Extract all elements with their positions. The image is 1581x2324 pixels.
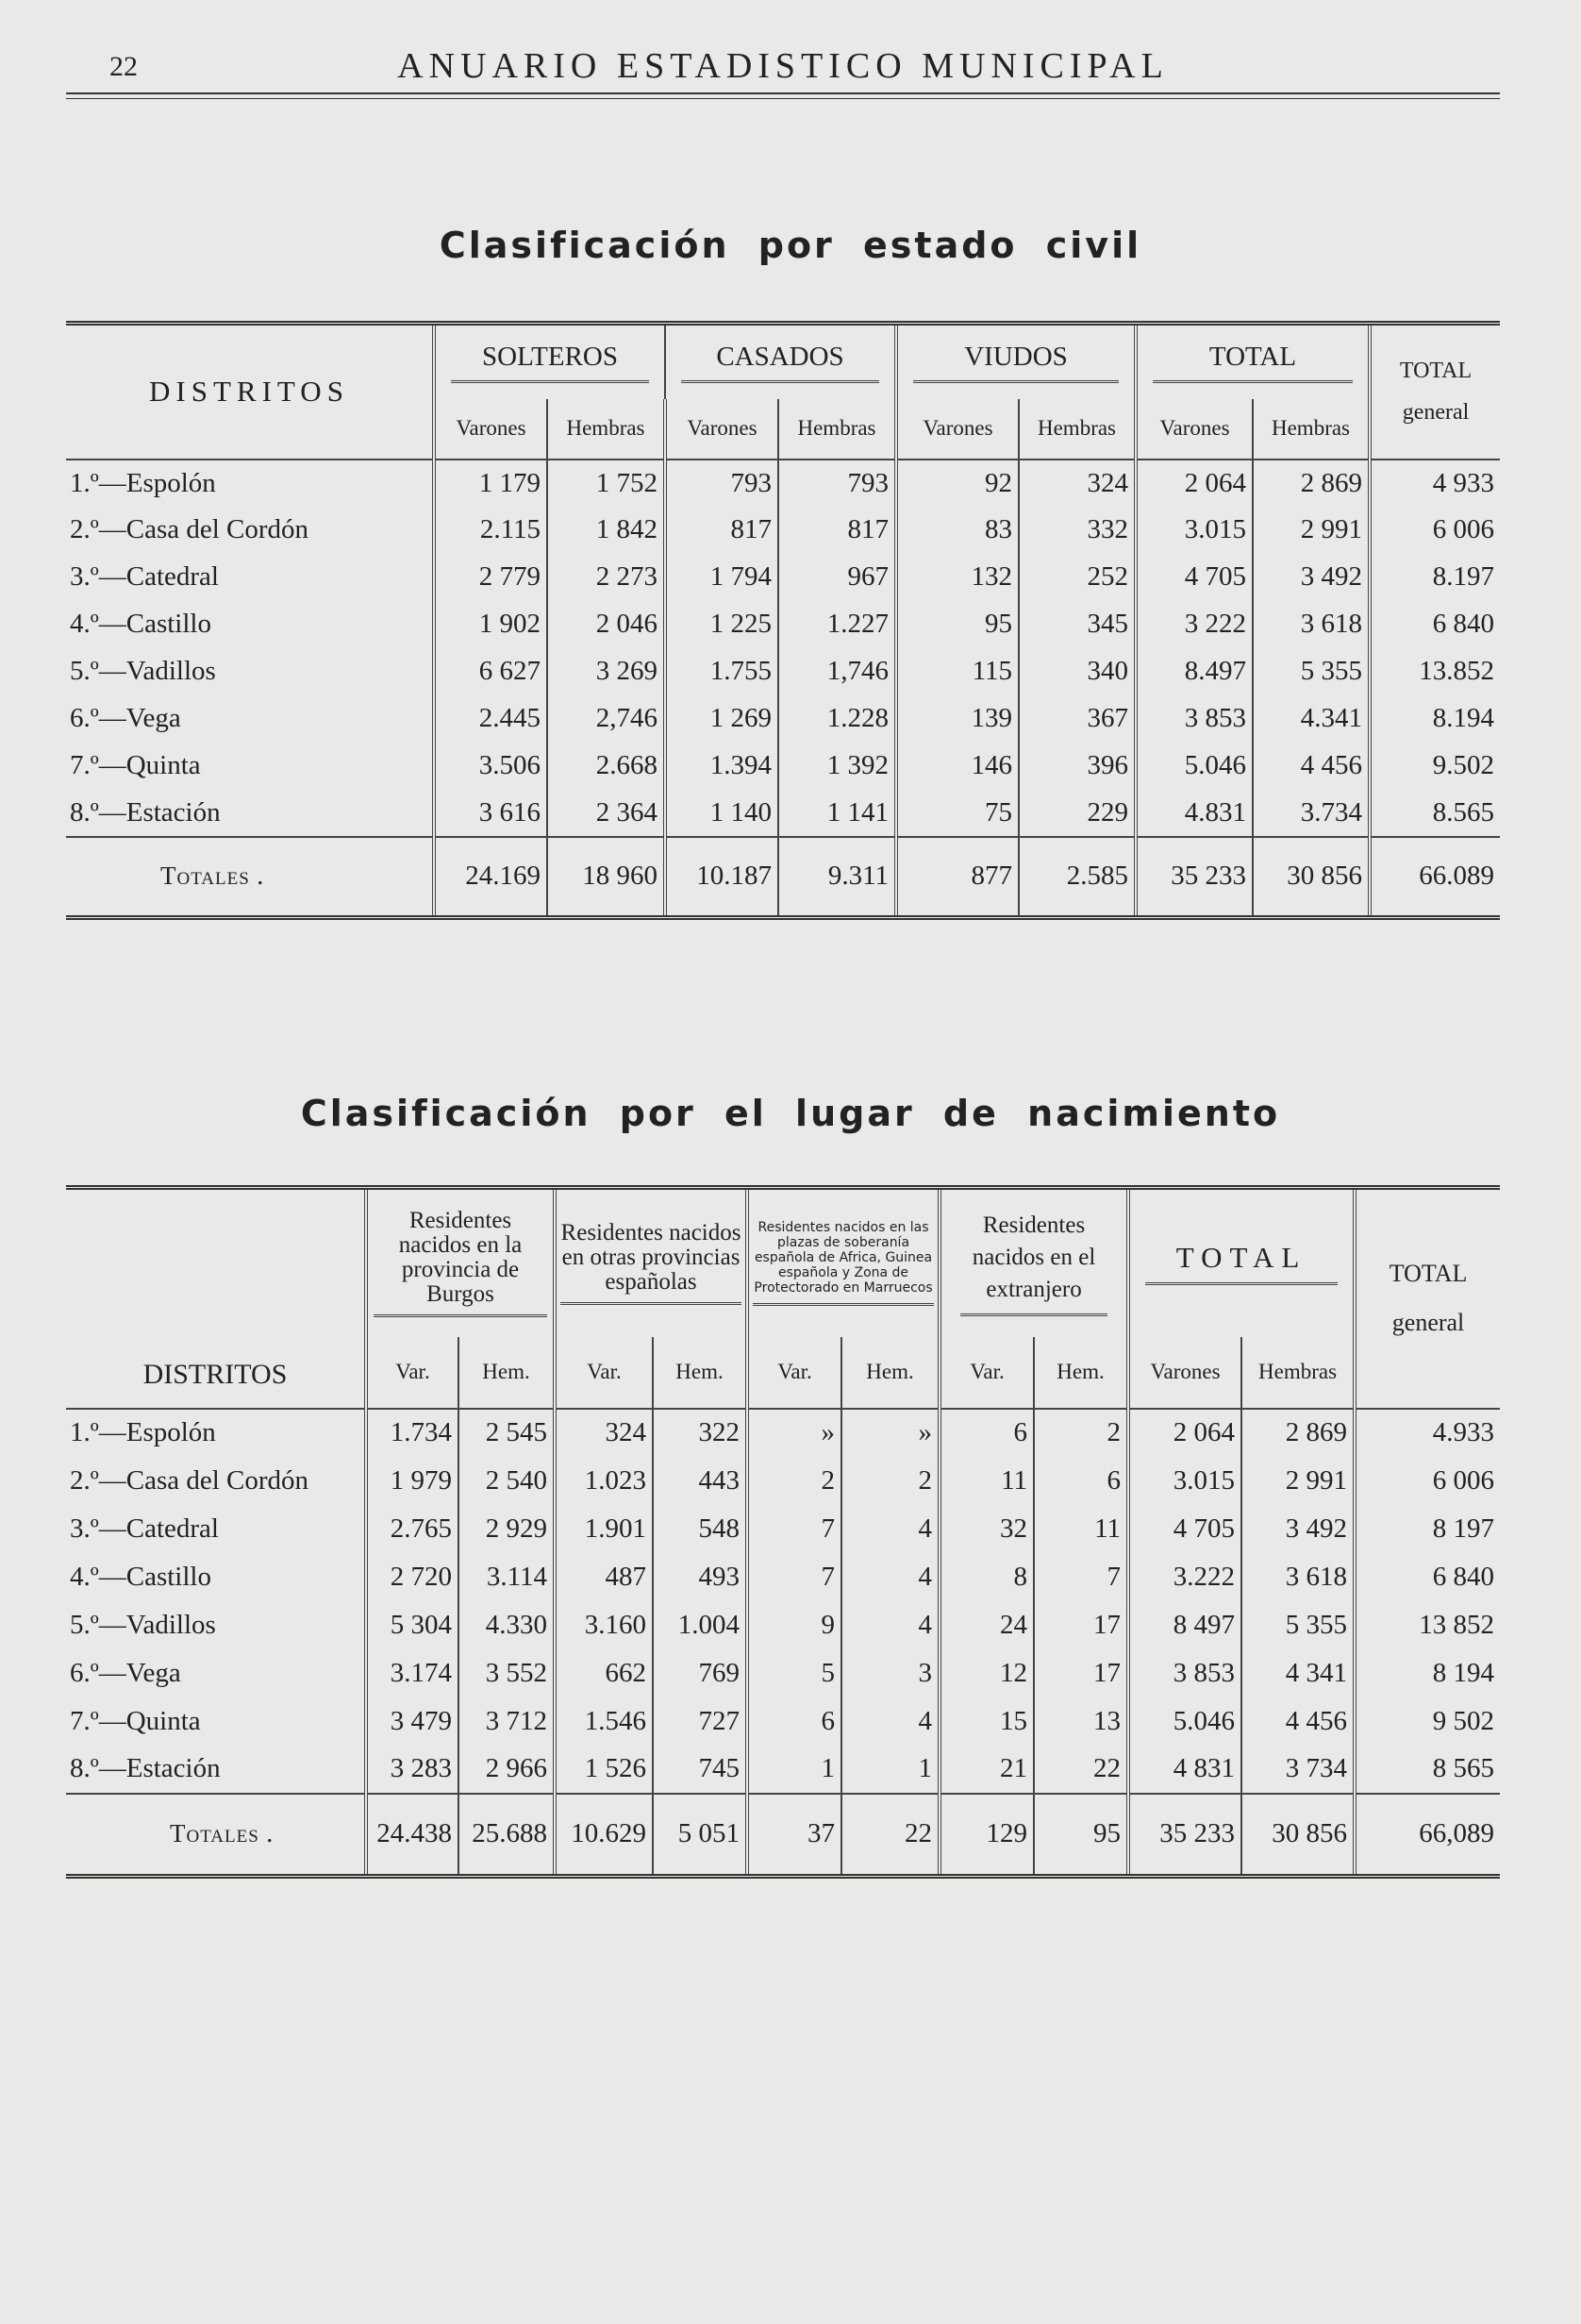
value-cell: 4 xyxy=(841,1697,940,1746)
header-rule xyxy=(66,92,1500,94)
value-cell: 3 712 xyxy=(458,1697,555,1746)
value-cell: 2 046 xyxy=(547,601,665,648)
value-cell: 13 xyxy=(1034,1697,1128,1746)
civil-total-general-header xyxy=(1370,324,1500,460)
value-cell: 662 xyxy=(555,1649,653,1697)
value-cell: 4 456 xyxy=(1253,743,1370,790)
civil-totals-label: Totales xyxy=(160,861,250,891)
value-cell: 1 xyxy=(841,1746,940,1794)
value-cell: 4 705 xyxy=(1128,1505,1241,1553)
district-name: 5.º—Vadillos xyxy=(70,1609,216,1640)
value-cell: 1.004 xyxy=(653,1601,747,1649)
value-cell: 1 842 xyxy=(547,507,665,554)
table-row xyxy=(66,1505,1500,1553)
value-cell: 1.546 xyxy=(555,1697,653,1746)
civil-group-total-label: TOTAL xyxy=(1153,342,1353,383)
value-cell: 1 141 xyxy=(778,790,896,837)
value-cell: 1.755 xyxy=(665,648,778,695)
table-row xyxy=(66,601,1500,648)
value-cell: 6 xyxy=(747,1697,841,1746)
civil-subhead: Varones xyxy=(1136,399,1253,460)
birth-group-extranjero-label: Residentes nacidos en el extranjero xyxy=(960,1210,1107,1316)
birth-total-general-header xyxy=(1355,1188,1500,1409)
value-cell: 2 929 xyxy=(458,1505,555,1553)
birth-totals-row xyxy=(66,1794,1500,1877)
value-cell: 6 xyxy=(1034,1457,1128,1505)
birth-group-africa-label: Residentes nacidos en las plazas de soberanía española de Africa, Guinea española y Zona de Protectorado en Marruecos xyxy=(753,1220,934,1306)
value-cell: 8.197 xyxy=(1432,561,1494,592)
value-cell: 2 966 xyxy=(458,1746,555,1794)
value-cell: » xyxy=(747,1409,841,1457)
civil-total-cell: 2.585 xyxy=(1019,837,1136,918)
value-cell: 4.341 xyxy=(1253,695,1370,743)
value-cell: 817 xyxy=(665,507,778,554)
value-cell: 1 526 xyxy=(555,1746,653,1794)
value-cell: 3.734 xyxy=(1253,790,1370,837)
value-cell: 2 xyxy=(747,1457,841,1505)
birth-subhead: Var. xyxy=(366,1337,458,1409)
district-name: 4.º—Castillo xyxy=(70,609,211,639)
value-cell: 548 xyxy=(653,1505,747,1553)
value-cell: 3 283 xyxy=(366,1746,458,1794)
value-cell: 2,746 xyxy=(547,695,665,743)
value-cell: 11 xyxy=(1034,1505,1128,1553)
table-row xyxy=(66,648,1500,695)
value-cell: 24 xyxy=(940,1601,1034,1649)
value-cell: 8 197 xyxy=(1432,1513,1495,1544)
civil-subhead: Hembras xyxy=(1019,399,1136,460)
value-cell: 8.565 xyxy=(1432,796,1494,828)
district-cell xyxy=(66,1457,366,1505)
birthplace-table xyxy=(66,1185,1500,1879)
table-row xyxy=(66,1601,1500,1649)
value-cell: 443 xyxy=(653,1457,747,1505)
value-cell: 493 xyxy=(653,1553,747,1601)
value-cell: 6 006 xyxy=(1432,514,1494,544)
civil-subhead: Varones xyxy=(896,399,1019,460)
civil-group-viudos-label: VIUDOS xyxy=(913,342,1119,383)
district-name: 8.º—Estación xyxy=(70,1753,221,1783)
page-number: 22 xyxy=(109,51,138,82)
civil-total-cell: 10.187 xyxy=(665,837,778,918)
value-cell: 3 618 xyxy=(1253,601,1370,648)
value-cell: 3 616 xyxy=(434,790,547,837)
district-name: 4.º—Castillo xyxy=(70,1561,211,1592)
birth-total-cell: 129 xyxy=(940,1794,1034,1877)
civil-rows xyxy=(66,460,1500,837)
value-cell: 4 xyxy=(841,1553,940,1601)
civil-section-title: Clasificación por estado civil xyxy=(439,225,1142,266)
value-cell: 5 355 xyxy=(1253,648,1370,695)
district-name: 1.º—Espolón xyxy=(70,1417,216,1447)
value-cell: 7 xyxy=(747,1505,841,1553)
civil-total-cell: 30 856 xyxy=(1253,837,1370,918)
value-cell: 4 831 xyxy=(1128,1746,1241,1794)
value-cell: 2 064 xyxy=(1136,460,1253,507)
value-cell: 17 xyxy=(1034,1649,1128,1697)
value-cell: 115 xyxy=(896,648,1019,695)
value-cell: 3.160 xyxy=(555,1601,653,1649)
value-cell: 3 734 xyxy=(1241,1746,1355,1794)
value-cell: 4.933 xyxy=(1432,1417,1495,1447)
value-cell: 8.497 xyxy=(1136,648,1253,695)
value-cell: 1.901 xyxy=(555,1505,653,1553)
value-cell: 345 xyxy=(1019,601,1136,648)
value-cell: 745 xyxy=(653,1746,747,1794)
district-name: 1.º—Espolón xyxy=(70,467,216,498)
value-cell: 4 341 xyxy=(1241,1649,1355,1697)
value-cell: 3 492 xyxy=(1241,1505,1355,1553)
birth-group-extranjero xyxy=(940,1188,1128,1337)
value-cell: 2 720 xyxy=(366,1553,458,1601)
value-cell: 6 xyxy=(940,1409,1034,1457)
value-cell: 3.015 xyxy=(1128,1457,1241,1505)
civil-subhead: Varones xyxy=(665,399,778,460)
value-cell: 229 xyxy=(1019,790,1136,837)
value-cell: 1.227 xyxy=(778,601,896,648)
birth-subhead: Var. xyxy=(747,1337,841,1409)
district-name: 2.º—Casa del Cordón xyxy=(70,514,309,544)
district-name: 7.º—Quinta xyxy=(70,1705,201,1736)
birth-subhead: Hem. xyxy=(653,1337,747,1409)
birth-subhead: Var. xyxy=(940,1337,1034,1409)
value-cell: 4.330 xyxy=(458,1601,555,1649)
value-cell: 4 xyxy=(841,1601,940,1649)
value-cell: 4 933 xyxy=(1432,467,1494,498)
district-name: 8.º—Estación xyxy=(70,796,221,828)
value-cell: 2 273 xyxy=(547,554,665,601)
birth-section-title: Clasificación por el lugar de nacimiento xyxy=(300,1093,1281,1134)
birth-subhead: Hem. xyxy=(458,1337,555,1409)
birth-total-cell: 37 xyxy=(747,1794,841,1877)
value-cell: 2.115 xyxy=(434,507,547,554)
value-cell: 8 565 xyxy=(1432,1753,1495,1783)
district-name: 2.º—Casa del Cordón xyxy=(70,1464,309,1496)
value-cell: 21 xyxy=(940,1746,1034,1794)
value-cell: 13 852 xyxy=(1419,1609,1495,1640)
running-title: ANUARIO ESTADISTICO MUNICIPAL xyxy=(397,46,1169,86)
table-row xyxy=(66,743,1500,790)
header-rule-thin xyxy=(66,98,1500,99)
district-cell xyxy=(66,554,434,601)
value-cell: 2.445 xyxy=(434,695,547,743)
table-row xyxy=(66,695,1500,743)
value-cell: 6 006 xyxy=(1432,1464,1495,1496)
value-cell: 6 840 xyxy=(1432,1561,1495,1592)
value-cell: 132 xyxy=(896,554,1019,601)
birth-rows xyxy=(66,1409,1500,1794)
value-cell: 3 853 xyxy=(1136,695,1253,743)
district-cell xyxy=(66,1553,366,1601)
birth-group-otras-provincias-label: Residentes nacidos en otras provincias españolas xyxy=(560,1221,741,1305)
value-cell: 15 xyxy=(940,1697,1034,1746)
value-cell: 5 355 xyxy=(1241,1601,1355,1649)
value-cell: 3 269 xyxy=(547,648,665,695)
table-row xyxy=(66,1409,1500,1457)
civil-subhead: Hembras xyxy=(547,399,665,460)
value-cell: 32 xyxy=(940,1505,1034,1553)
birth-total-cell: 30 856 xyxy=(1241,1794,1355,1877)
value-cell: 2 064 xyxy=(1128,1409,1241,1457)
district-cell xyxy=(66,1505,366,1553)
value-cell: 9 502 xyxy=(1432,1705,1495,1736)
value-cell: 2 869 xyxy=(1253,460,1370,507)
civil-total-cell: 9.311 xyxy=(778,837,896,918)
district-cell xyxy=(66,507,434,554)
civil-group-casados xyxy=(665,324,896,399)
value-cell: 1 902 xyxy=(434,601,547,648)
district-cell xyxy=(66,648,434,695)
district-cell xyxy=(66,460,434,507)
table-row xyxy=(66,1697,1500,1746)
civil-subhead: Hembras xyxy=(778,399,896,460)
birth-totals-label-cell: Totales . xyxy=(66,1794,366,1877)
value-cell: 1 794 xyxy=(665,554,778,601)
birth-total-general-line2: general xyxy=(1391,1309,1465,1337)
value-cell: 967 xyxy=(778,554,896,601)
district-cell xyxy=(66,1601,366,1649)
value-cell: 5 xyxy=(747,1649,841,1697)
civil-subhead: Hembras xyxy=(1253,399,1370,460)
value-cell: 2 869 xyxy=(1241,1409,1355,1457)
value-cell: 1.228 xyxy=(778,695,896,743)
value-cell: 1 xyxy=(747,1746,841,1794)
district-cell xyxy=(66,1697,366,1746)
civil-totals-row xyxy=(66,837,1500,918)
value-cell: 3 618 xyxy=(1241,1553,1355,1601)
birth-total-cell: 22 xyxy=(841,1794,940,1877)
value-cell: 2 xyxy=(841,1457,940,1505)
value-cell: 3 479 xyxy=(366,1697,458,1746)
value-cell: 4 xyxy=(841,1505,940,1553)
value-cell: 1 269 xyxy=(665,695,778,743)
table-row xyxy=(66,790,1500,837)
table-row xyxy=(66,1457,1500,1505)
table-row xyxy=(66,1649,1500,1697)
civil-subhead: Varones xyxy=(434,399,547,460)
district-cell xyxy=(66,1409,366,1457)
value-cell: 2.668 xyxy=(547,743,665,790)
civil-group-casados-label: CASADOS xyxy=(681,342,879,383)
value-cell: 2 xyxy=(1034,1409,1128,1457)
value-cell: 3.114 xyxy=(458,1553,555,1601)
value-cell: 1.023 xyxy=(555,1457,653,1505)
district-name: 3.º—Catedral xyxy=(70,561,219,592)
civil-total-general-line1: TOTAL xyxy=(1399,359,1473,384)
value-cell: 7 xyxy=(747,1553,841,1601)
district-name: 3.º—Catedral xyxy=(70,1513,219,1544)
value-cell: 4 456 xyxy=(1241,1697,1355,1746)
table-row xyxy=(66,507,1500,554)
value-cell: 92 xyxy=(896,460,1019,507)
value-cell: 1,746 xyxy=(778,648,896,695)
value-cell: 3.222 xyxy=(1128,1553,1241,1601)
birth-group-total-label: TOTAL xyxy=(1145,1241,1338,1285)
value-cell: 22 xyxy=(1034,1746,1128,1794)
value-cell: 3 853 xyxy=(1128,1649,1241,1697)
value-cell: 5.046 xyxy=(1136,743,1253,790)
civil-group-solteros xyxy=(434,324,665,399)
district-name: 6.º—Vega xyxy=(70,703,181,733)
value-cell: 8 xyxy=(940,1553,1034,1601)
value-cell: 139 xyxy=(896,695,1019,743)
birth-subhead: Hembras xyxy=(1241,1337,1355,1409)
value-cell: 252 xyxy=(1019,554,1136,601)
value-cell: 3.506 xyxy=(434,743,547,790)
page-header xyxy=(66,45,1500,94)
birth-group-otras-provincias xyxy=(555,1188,747,1337)
value-cell: 12 xyxy=(940,1649,1034,1697)
value-cell: 9 xyxy=(747,1601,841,1649)
value-cell: 793 xyxy=(778,460,896,507)
value-cell: 769 xyxy=(653,1649,747,1697)
value-cell: 7 xyxy=(1034,1553,1128,1601)
value-cell: 396 xyxy=(1019,743,1136,790)
district-cell xyxy=(66,1746,366,1794)
birth-group-burgos xyxy=(366,1188,555,1337)
value-cell: 5.046 xyxy=(1128,1697,1241,1746)
value-cell: 1 979 xyxy=(366,1457,458,1505)
birth-col-districts: DISTRITOS xyxy=(66,1188,366,1409)
value-cell: 1 752 xyxy=(547,460,665,507)
table-row xyxy=(66,1746,1500,1794)
value-cell: 8 194 xyxy=(1432,1657,1495,1688)
value-cell: 4 705 xyxy=(1136,554,1253,601)
value-cell: 3 552 xyxy=(458,1649,555,1697)
birth-group-total xyxy=(1128,1188,1355,1337)
birth-total-cell: 25.688 xyxy=(458,1794,555,1877)
value-cell: 793 xyxy=(665,460,778,507)
value-cell: 8 497 xyxy=(1128,1601,1241,1649)
civil-group-total xyxy=(1136,324,1370,399)
birth-total-cell: 95 xyxy=(1034,1794,1128,1877)
civil-group-solteros-label: SOLTEROS xyxy=(451,342,649,383)
table-row xyxy=(66,1553,1500,1601)
civil-total-cell: 35 233 xyxy=(1136,837,1253,918)
value-cell: 322 xyxy=(653,1409,747,1457)
value-cell: 367 xyxy=(1019,695,1136,743)
district-cell xyxy=(66,601,434,648)
value-cell: » xyxy=(841,1409,940,1457)
value-cell: 11 xyxy=(940,1457,1034,1505)
birth-subhead: Hem. xyxy=(841,1337,940,1409)
value-cell: 9.502 xyxy=(1432,750,1494,780)
birth-subhead: Hem. xyxy=(1034,1337,1128,1409)
value-cell: 1 225 xyxy=(665,601,778,648)
value-cell: 4.831 xyxy=(1136,790,1253,837)
value-cell: 332 xyxy=(1019,507,1136,554)
birth-total-cell: 5 051 xyxy=(653,1794,747,1877)
district-cell xyxy=(66,790,434,837)
district-cell xyxy=(66,743,434,790)
birth-subhead: Varones xyxy=(1128,1337,1241,1409)
birth-subhead: Var. xyxy=(555,1337,653,1409)
civil-totals-label-cell: Totales . xyxy=(66,837,434,918)
value-cell: 2 545 xyxy=(458,1409,555,1457)
birth-group-africa xyxy=(747,1188,940,1337)
value-cell: 3 xyxy=(841,1649,940,1697)
civil-total-cell: 18 960 xyxy=(547,837,665,918)
value-cell: 95 xyxy=(896,601,1019,648)
value-cell: 3.174 xyxy=(366,1649,458,1697)
value-cell: 2 779 xyxy=(434,554,547,601)
civil-total-cell: 877 xyxy=(896,837,1019,918)
value-cell: 5 304 xyxy=(366,1601,458,1649)
civil-status-table xyxy=(66,321,1500,920)
value-cell: 13.852 xyxy=(1419,656,1494,686)
value-cell: 8.194 xyxy=(1432,703,1494,733)
birth-total-cell: 66,089 xyxy=(1355,1794,1500,1877)
value-cell: 1.394 xyxy=(665,743,778,790)
value-cell: 75 xyxy=(896,790,1019,837)
table-row xyxy=(66,554,1500,601)
birth-total-general-line1: TOTAL xyxy=(1389,1260,1468,1288)
birth-total-cell: 35 233 xyxy=(1128,1794,1241,1877)
civil-total-cell: 24.169 xyxy=(434,837,547,918)
birth-total-cell: 10.629 xyxy=(555,1794,653,1877)
value-cell: 2 364 xyxy=(547,790,665,837)
value-cell: 3.015 xyxy=(1136,507,1253,554)
civil-total-general-line2: general xyxy=(1402,400,1470,426)
value-cell: 2 991 xyxy=(1253,507,1370,554)
value-cell: 1 179 xyxy=(434,460,547,507)
value-cell: 487 xyxy=(555,1553,653,1601)
district-cell xyxy=(66,1649,366,1697)
district-name: 6.º—Vega xyxy=(70,1657,181,1688)
birth-total-cell: 24.438 xyxy=(366,1794,458,1877)
value-cell: 146 xyxy=(896,743,1019,790)
value-cell: 727 xyxy=(653,1697,747,1746)
value-cell: 3 222 xyxy=(1136,601,1253,648)
civil-group-viudos xyxy=(896,324,1136,399)
table-row xyxy=(66,460,1500,507)
value-cell: 817 xyxy=(778,507,896,554)
birth-totals-label: Totales xyxy=(170,1819,259,1848)
value-cell: 3 492 xyxy=(1253,554,1370,601)
value-cell: 324 xyxy=(1019,460,1136,507)
value-cell: 340 xyxy=(1019,648,1136,695)
district-cell xyxy=(66,695,434,743)
value-cell: 1 140 xyxy=(665,790,778,837)
value-cell: 2 540 xyxy=(458,1457,555,1505)
value-cell: 6 840 xyxy=(1432,609,1494,639)
civil-col-districts: DISTRITOS xyxy=(66,324,434,460)
district-name: 5.º—Vadillos xyxy=(70,656,216,686)
district-name: 7.º—Quinta xyxy=(70,750,201,780)
value-cell: 6 627 xyxy=(434,648,547,695)
birth-group-burgos-label: Residentes nacidos en la provincia de Burgos xyxy=(374,1209,547,1317)
value-cell: 17 xyxy=(1034,1601,1128,1649)
value-cell: 1 392 xyxy=(778,743,896,790)
value-cell: 83 xyxy=(896,507,1019,554)
value-cell: 324 xyxy=(555,1409,653,1457)
value-cell: 2 991 xyxy=(1241,1457,1355,1505)
value-cell: 2.765 xyxy=(366,1505,458,1553)
value-cell: 1.734 xyxy=(366,1409,458,1457)
civil-total-cell: 66.089 xyxy=(1370,837,1500,918)
